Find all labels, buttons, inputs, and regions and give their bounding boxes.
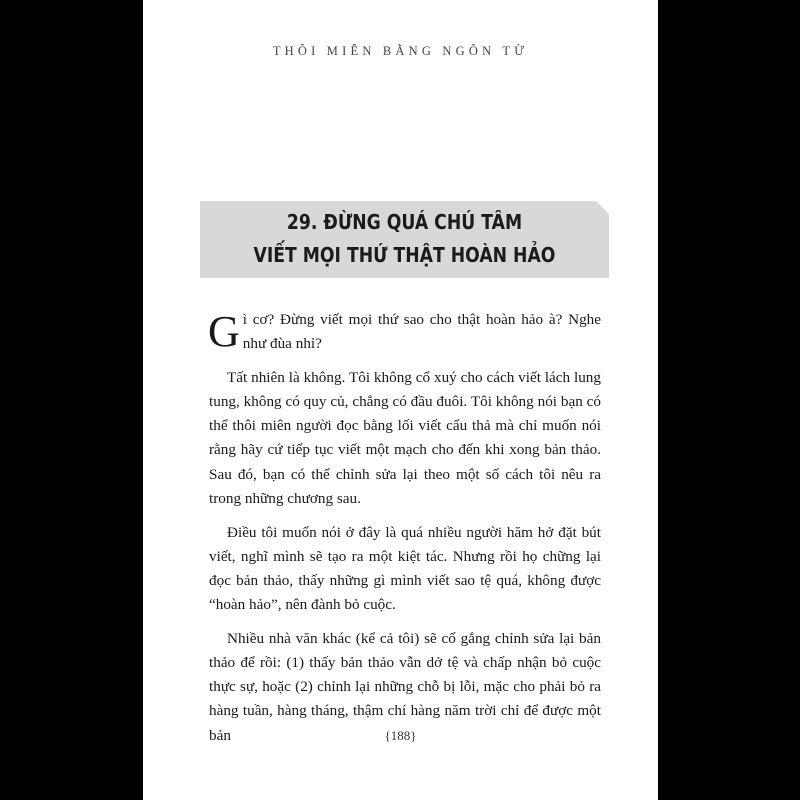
paragraph-4: Nhiều nhà văn khác (kể cả tôi) sẽ cố gắng chỉnh sửa lại bản thảo để rồi: (1) thấy bản thảo vẫn dở tệ và chấp nhận bỏ cuộc thực sự, hoặc (2) chỉnh lại những chỗ bị lỗi, mặc cho phải bỏ ra hàng tuần, hàng tháng, thậm chí hàng năm trời chỉ để được một bản <box>209 630 601 744</box>
page-number: {188} <box>384 728 417 743</box>
book-page <box>143 0 658 800</box>
chapter-title-line-1: 29. ĐỪNG QUÁ CHÚ TÂM <box>286 210 523 234</box>
paragraph-1 <box>209 308 601 356</box>
running-header: THÔI MIÊN BẰNG NGÔN TỪ <box>272 44 529 58</box>
paragraph-1-text: ì cơ? Đừng viết mọi thứ sao cho thật hoàn hảo à? Nghe như đùa nhỉ? <box>242 311 601 353</box>
body-text <box>209 308 601 758</box>
paragraph-3: Điều tôi muốn nói ở đây là quá nhiều người hăm hở đặt bút viết, nghĩ mình sẽ tạo ra một kiệt tác. Nhưng rồi họ chững lại đọc bản thảo, thấy những gì mình viết sao tệ quá, không được “hoàn hảo”, nên đành bỏ cuộc. <box>209 523 601 614</box>
chapter-title-line-2: VIẾT MỌI THỨ THẬT HOÀN HẢO <box>253 243 556 267</box>
paragraph-2: Tất nhiên là không. Tôi không cổ xuý cho cách viết lách lung tung, không có quy củ, chẳng có đầu đuôi. Tôi không nói bạn có thể thôi miên người đọc bằng lối viết cẩu thả mà chỉ muốn nói rằng hãy cứ tiếp tục viết một mạch cho đến khi xong bản thảo. Sau đó, bạn có thể chỉnh sửa lại theo một số cách tôi nêu ra trong những chương sau. <box>209 369 601 507</box>
chapter-title <box>233 206 577 272</box>
drop-cap: G <box>208 307 240 356</box>
